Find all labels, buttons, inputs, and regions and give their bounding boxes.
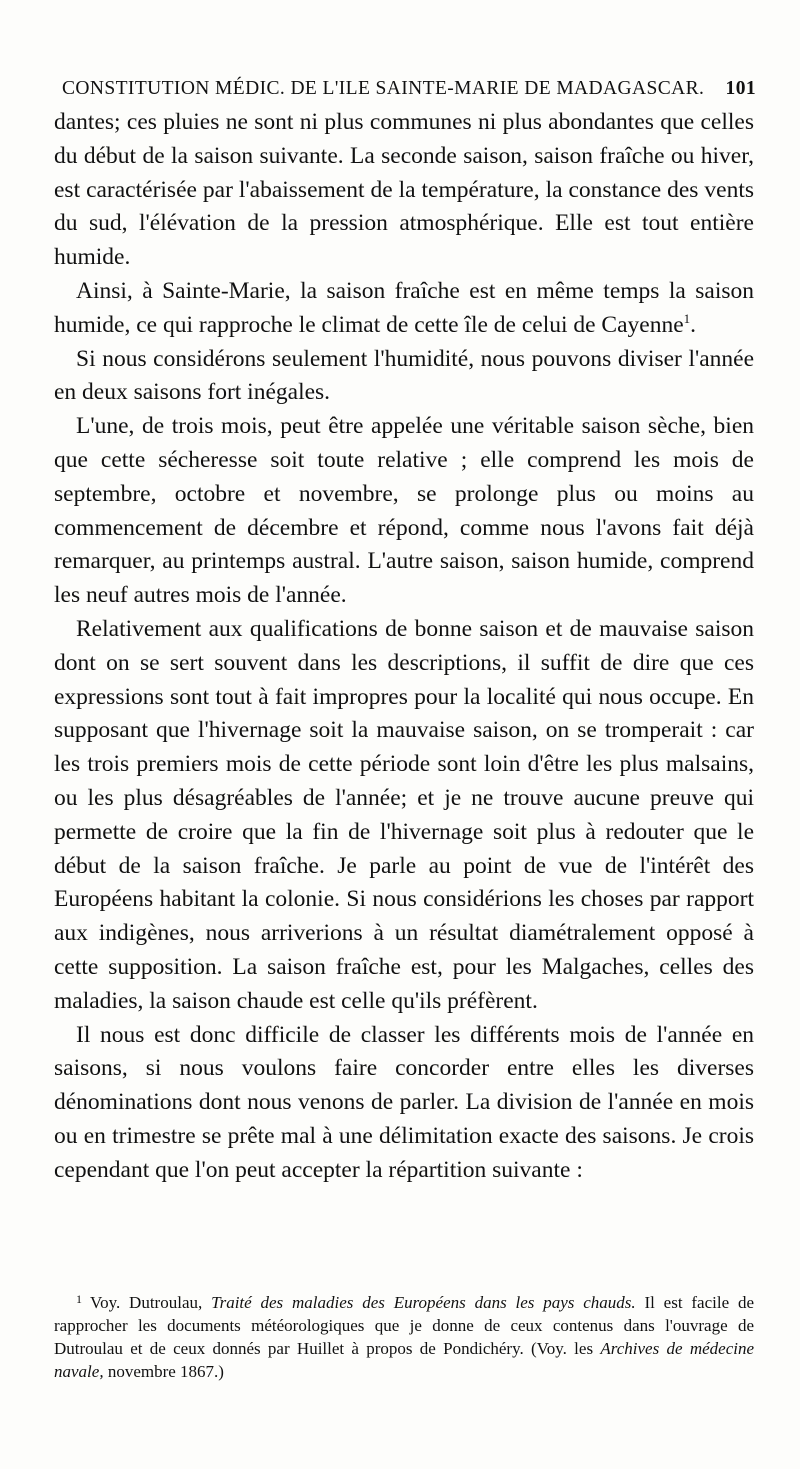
footnote-mark: 1	[76, 1292, 82, 1306]
paragraph-text: Ainsi, à Sainte-Marie, la saison fraîche est en même temps la saison humide, ce qui rapproche le climat de cette île de celui de Cayenne	[54, 277, 754, 338]
main-text	[54, 106, 754, 1188]
paragraph-text: Relativement aux qualifications de bonne saison et de mauvaise saison dont on se sert souvent dans les descriptions, il suffit de dire que ces expressions sont tout à fait impropres pour la localité qui nous occupe. En supposant que l'hivernage soit la mauvaise saison, on se tromperait : car les trois premiers mois de cette période sont loin d'être les plus malsains, ou les plus désagréables de l'année; et je ne trouve aucune preuve qui permette de croire que la fin de l'hivernage soit plus à redouter que le début de la saison fraîche. Je parle au point de vue de l'intérêt des Européens habitant la colonie. Si nous considérions les choses par rapport aux indigènes, nous arriverions à un résultat diamétralement opposé à cette supposition. La saison fraîche est, pour les Malgaches, celles des maladies, la saison chaude est celle qu'ils préfèrent.	[54, 615, 754, 1014]
running-title: CONSTITUTION MÉDIC. DE L'ILE SAINTE-MARIE DE MADAGASCAR.	[62, 78, 705, 99]
paragraph-text-end: .	[690, 311, 697, 338]
footnote-middle: Il est facile de rapprocher les documents météorologiques que je donne de ceux contenus dans l'ouvrage de Dutroulau et de ceux donnés par Huillet à propos de Pondichéry. (Voy. les	[54, 1293, 754, 1358]
paragraph-4	[54, 410, 754, 613]
paragraph-6	[54, 1019, 754, 1188]
running-header	[62, 74, 756, 104]
paragraph-1	[54, 106, 754, 275]
paragraph-5	[54, 613, 754, 1019]
footnote-1	[54, 1288, 754, 1383]
footnote-lead: Voy. Dutroulau,	[90, 1293, 212, 1312]
paragraph-text: Il nous est donc difficile de classer les différents mois de l'année en saisons, si nous voulons faire concorder entre elles les diverses dénominations dont nous venons de parler. La division de l'année en mois ou en trimestre se prête mal à une délimitation exacte des saisons. Je crois cependant que l'on peut accepter la répartition suivante :	[54, 1021, 754, 1183]
footnote-reference[interactable]: 1	[683, 310, 691, 326]
paragraph-text: L'une, de trois mois, peut être appelée une véritable saison sèche, bien que cette sécheresse soit toute relative ; elle comprend les mois de septembre, octobre et novembre, se prolonge plus ou moins au commencement de décembre et répond, comme nous l'avons fait déjà remarquer, au printemps austral. L'autre saison, saison humide, comprend les neuf autres mois de l'année.	[54, 413, 754, 609]
paragraph-2	[54, 275, 754, 343]
footnote-journal-title: Archives de médecine navale,	[54, 1339, 755, 1381]
page-number: 101	[725, 78, 756, 99]
footnotes	[54, 1288, 754, 1383]
paragraph-text: dantes; ces pluies ne sont ni plus communes ni plus abondantes que celles du début de la saison suivante. La seconde saison, saison fraîche ou hiver, est caractérisée par l'abaissement de la température, la constance des vents du sud, l'élévation de la pression atmosphérique. Elle est tout entière humide.	[54, 109, 754, 271]
footnote-tail: novembre 1867.)	[103, 1362, 224, 1381]
paragraph-text: Si nous considérons seulement l'humidité, nous pouvons diviser l'année en deux saisons fort inégales.	[54, 345, 754, 406]
footnote-book-title: Traité des maladies des Européens dans les pays chauds.	[211, 1293, 636, 1312]
paragraph-3	[54, 343, 754, 411]
